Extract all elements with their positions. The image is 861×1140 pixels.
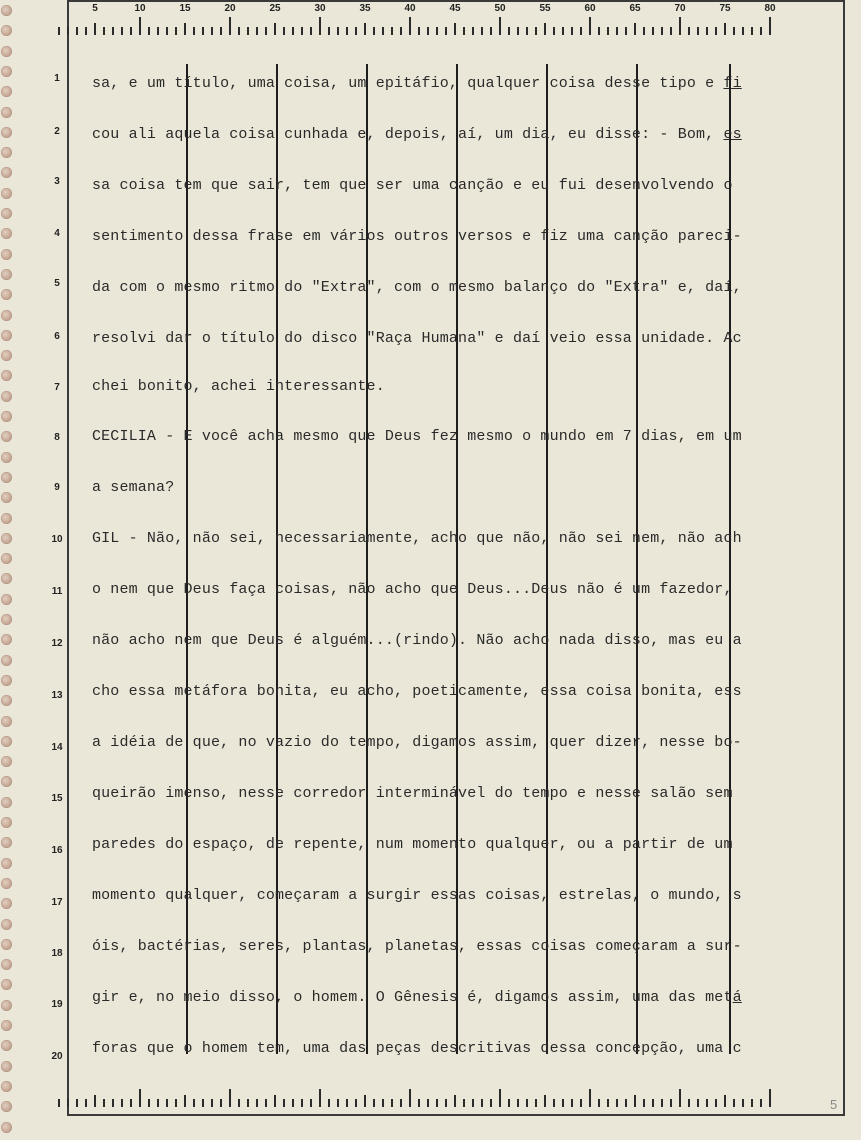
ruler-tick	[733, 27, 735, 35]
ruler-tick	[166, 1099, 168, 1107]
ruler-tick	[463, 27, 465, 35]
ruler-label: 80	[764, 3, 776, 14]
ruler-tick	[481, 27, 483, 35]
ruler-tick	[634, 1095, 636, 1107]
binding-hole	[1, 472, 12, 483]
ruler-tick	[319, 17, 321, 35]
ruler-tick	[328, 27, 330, 35]
binding-hole	[1, 127, 12, 138]
ruler-label: 25	[269, 3, 281, 14]
column-guide-line	[729, 64, 731, 1054]
ruler-tick	[346, 27, 348, 35]
ruler-tick	[202, 27, 204, 35]
ruler-tick	[382, 27, 384, 35]
ruler-tick	[94, 1095, 96, 1107]
binding-hole	[1, 310, 12, 321]
ruler-tick	[283, 1099, 285, 1107]
text-line: sentimento dessa frase em vários outros versos e fiz uma canção pareci-	[92, 228, 742, 245]
ruler-tick	[661, 1099, 663, 1107]
ruler-tick	[526, 1099, 528, 1107]
binding-hole	[1, 330, 12, 341]
ruler-tick	[274, 1095, 276, 1107]
ruler-tick	[607, 1099, 609, 1107]
ruler-tick	[598, 27, 600, 35]
ruler-tick	[139, 1089, 141, 1107]
page-number: 5	[830, 1097, 838, 1112]
line-number: 17	[51, 897, 63, 908]
binding-hole	[1, 431, 12, 442]
ruler-tick	[715, 27, 717, 35]
ruler-tick	[310, 1099, 312, 1107]
ruler-label: 40	[404, 3, 416, 14]
line-number: 18	[51, 948, 63, 959]
ruler-tick	[85, 27, 87, 35]
ruler-tick	[94, 23, 96, 35]
ruler-tick	[76, 1099, 78, 1107]
ruler-tick	[193, 1099, 195, 1107]
ruler-tick	[454, 23, 456, 35]
ruler-tick	[337, 27, 339, 35]
ruler-tick	[76, 27, 78, 35]
ruler-tick	[265, 27, 267, 35]
ruler-tick	[481, 1099, 483, 1107]
binding-hole	[1, 350, 12, 361]
ruler-tick	[193, 27, 195, 35]
binding-hole	[1, 5, 12, 16]
binding-hole	[1, 837, 12, 848]
ruler-label: 30	[314, 3, 326, 14]
ruler-tick	[679, 17, 681, 35]
ruler-tick	[589, 1089, 591, 1107]
ruler-tick	[553, 27, 555, 35]
ruler-tick	[220, 27, 222, 35]
ruler-tick	[724, 1095, 726, 1107]
line-number: 7	[54, 382, 60, 393]
ruler-tick	[580, 1099, 582, 1107]
column-guide-line	[366, 64, 368, 1054]
binding-hole	[1, 756, 12, 767]
ruler-tick	[400, 1099, 402, 1107]
ruler-tick	[418, 27, 420, 35]
ruler-tick	[769, 1089, 771, 1107]
line-number: 15	[51, 793, 63, 804]
binding-hole	[1, 1000, 12, 1011]
ruler-tick	[571, 1099, 573, 1107]
ruler-tick	[184, 23, 186, 35]
ruler-label: 60	[584, 3, 596, 14]
binding-hole	[1, 919, 12, 930]
ruler-label: 70	[674, 3, 686, 14]
ruler-label: 55	[539, 3, 551, 14]
ruler-tick	[562, 27, 564, 35]
ruler-tick	[130, 27, 132, 35]
line-number: 12	[51, 638, 63, 649]
ruler-tick	[643, 27, 645, 35]
ruler-tick	[598, 1099, 600, 1107]
ruler-tick	[625, 1099, 627, 1107]
line-number: 9	[54, 482, 60, 493]
ruler-tick	[652, 27, 654, 35]
ruler-tick	[616, 1099, 618, 1107]
ruler-tick	[184, 1095, 186, 1107]
ruler-tick	[733, 1099, 735, 1107]
ruler-tick	[58, 1099, 60, 1107]
ruler-tick	[247, 1099, 249, 1107]
ruler-tick	[229, 1089, 231, 1107]
ruler-tick	[544, 23, 546, 35]
ruler-tick	[67, 27, 69, 35]
column-guide-line	[186, 64, 188, 1054]
ruler-tick	[238, 27, 240, 35]
ruler-tick	[571, 27, 573, 35]
ruler-tick	[58, 27, 60, 35]
ruler-tick	[706, 27, 708, 35]
line-number: 13	[51, 690, 63, 701]
ruler-tick	[373, 27, 375, 35]
ruler-tick	[427, 1099, 429, 1107]
ruler-tick	[427, 27, 429, 35]
text-line: gir e, no meio disso, o homem. O Gênesis é, digamos assim, uma das metá	[92, 989, 742, 1006]
text-line: cou ali aquela coisa cunhada e, depois, aí, um dia, eu disse: - Bom, es	[92, 126, 742, 143]
binding-hole	[1, 1040, 12, 1051]
ruler-label: 65	[629, 3, 641, 14]
ruler-tick	[652, 1099, 654, 1107]
binding-hole	[1, 228, 12, 239]
ruler-tick	[751, 27, 753, 35]
ruler-tick	[742, 1099, 744, 1107]
ruler-tick	[292, 1099, 294, 1107]
ruler-tick	[472, 1099, 474, 1107]
binding-hole	[1, 1122, 12, 1133]
binding-hole	[1, 797, 12, 808]
text-line: chei bonito, achei interessante.	[92, 378, 385, 395]
text-line: sa, e um título, uma coisa, um epitáfio, qualquer coisa desse tipo e fi	[92, 75, 742, 92]
ruler-tick	[625, 27, 627, 35]
text-line: não acho nem que Deus é alguém...(rindo). Não acho nada disso, mas eu a	[92, 632, 742, 649]
ruler-tick	[562, 1099, 564, 1107]
text-line: paredes do espaço, de repente, num momento qualquer, ou a partir de um	[92, 836, 733, 853]
ruler-tick	[706, 1099, 708, 1107]
ruler-tick	[742, 27, 744, 35]
ruler-tick	[175, 27, 177, 35]
ruler-tick	[283, 27, 285, 35]
ruler-tick	[697, 1099, 699, 1107]
ruler-tick	[256, 1099, 258, 1107]
binding-hole	[1, 634, 12, 645]
ruler-tick	[409, 17, 411, 35]
ruler-tick	[409, 1089, 411, 1107]
ruler-tick	[373, 1099, 375, 1107]
binding-hole	[1, 1061, 12, 1072]
ruler-tick	[418, 1099, 420, 1107]
ruler-tick	[121, 27, 123, 35]
ruler-label: 10	[134, 3, 146, 14]
ruler-tick	[175, 1099, 177, 1107]
ruler-tick	[112, 1099, 114, 1107]
line-number: 4	[54, 228, 60, 239]
ruler-tick	[508, 1099, 510, 1107]
binding-hole	[1, 289, 12, 300]
ruler-tick	[400, 27, 402, 35]
ruler-tick	[148, 27, 150, 35]
text-line: foras que o homem tem, uma das peças descritivas dessa concepção, uma c	[92, 1040, 742, 1057]
line-number: 10	[51, 534, 63, 545]
binding-hole	[1, 675, 12, 686]
binding-hole	[1, 655, 12, 666]
text-line: o nem que Deus faça coisas, não acho que Deus...Deus não é um fazedor,	[92, 581, 733, 598]
ruler-tick	[643, 1099, 645, 1107]
ruler-tick	[112, 27, 114, 35]
line-number: 20	[51, 1051, 63, 1062]
ruler-tick	[229, 17, 231, 35]
text-line: queirão imenso, nesse corredor interminável do tempo e nesse salão sem	[92, 785, 733, 802]
ruler-tick	[760, 1099, 762, 1107]
ruler-tick	[445, 27, 447, 35]
text-line: a idéia de que, no vazio do tempo, digamos assim, quer dizer, nesse bo-	[92, 734, 742, 751]
ruler-label: 5	[92, 3, 98, 14]
ruler-tick	[454, 1095, 456, 1107]
ruler-tick	[535, 27, 537, 35]
binding-hole	[1, 1081, 12, 1092]
ruler-tick	[517, 27, 519, 35]
ruler-tick	[157, 27, 159, 35]
ruler-tick	[382, 1099, 384, 1107]
ruler-tick	[760, 27, 762, 35]
binding-hole	[1, 553, 12, 564]
ruler-label: 35	[359, 3, 371, 14]
binding-hole	[1, 533, 12, 544]
binding-hole	[1, 269, 12, 280]
binding-hole	[1, 776, 12, 787]
ruler-tick	[688, 1099, 690, 1107]
binding-hole	[1, 452, 12, 463]
ruler-tick	[220, 1099, 222, 1107]
ruler-tick	[490, 27, 492, 35]
text-line: cho essa metáfora bonita, eu acho, poeticamente, essa coisa bonita, ess	[92, 683, 742, 700]
line-number: 2	[54, 126, 60, 137]
ruler-label: 50	[494, 3, 506, 14]
ruler-tick	[319, 1089, 321, 1107]
text-line: momento qualquer, começaram a surgir essas coisas, estrelas, o mundo, s	[92, 887, 742, 904]
binding-hole	[1, 939, 12, 950]
ruler-tick	[328, 1099, 330, 1107]
binding-hole	[1, 594, 12, 605]
ruler-label: 20	[224, 3, 236, 14]
ruler-label: 15	[179, 3, 191, 14]
binding-hole	[1, 107, 12, 118]
binding-hole	[1, 249, 12, 260]
ruler-tick	[202, 1099, 204, 1107]
ruler-tick	[346, 1099, 348, 1107]
ruler-tick	[607, 27, 609, 35]
ruler-tick	[337, 1099, 339, 1107]
ruler-label: 75	[719, 3, 731, 14]
ruler-tick	[616, 27, 618, 35]
ruler-tick	[355, 1099, 357, 1107]
text-line: sa coisa tem que sair, tem que ser uma canção e eu fui desenvolvendo o	[92, 177, 733, 194]
ruler-tick	[67, 1099, 69, 1107]
binding-hole	[1, 147, 12, 158]
ruler-tick	[157, 1099, 159, 1107]
ruler-tick	[310, 27, 312, 35]
ruler-tick	[274, 23, 276, 35]
line-number: 3	[54, 176, 60, 187]
binding-hole	[1, 959, 12, 970]
ruler-tick	[391, 27, 393, 35]
binding-hole	[1, 167, 12, 178]
ruler-tick	[211, 27, 213, 35]
ruler-tick	[139, 17, 141, 35]
binding-hole	[1, 46, 12, 57]
ruler-tick	[769, 17, 771, 35]
text-line: da com o mesmo ritmo do "Extra", com o mesmo balanço do "Extra" e, daí,	[92, 279, 742, 296]
text-line: GIL - Não, não sei, necessariamente, acho que não, não sei nem, não ach	[92, 530, 742, 547]
ruler-tick	[472, 27, 474, 35]
ruler-tick	[247, 27, 249, 35]
ruler-tick	[391, 1099, 393, 1107]
binding-hole	[1, 370, 12, 381]
ruler-tick	[508, 27, 510, 35]
ruler-tick	[670, 1099, 672, 1107]
line-number: 6	[54, 331, 60, 342]
ruler-tick	[526, 27, 528, 35]
ruler-tick	[256, 27, 258, 35]
column-guide-line	[636, 64, 638, 1054]
ruler-tick	[679, 1089, 681, 1107]
line-number: 19	[51, 999, 63, 1010]
ruler-tick	[238, 1099, 240, 1107]
binding-hole	[1, 716, 12, 727]
binding-hole	[1, 66, 12, 77]
binding-hole	[1, 1020, 12, 1031]
binding-hole	[1, 513, 12, 524]
binding-hole	[1, 736, 12, 747]
ruler-tick	[355, 27, 357, 35]
ruler-tick	[589, 17, 591, 35]
ruler-tick	[535, 1099, 537, 1107]
binding-hole	[1, 614, 12, 625]
ruler-tick	[85, 1099, 87, 1107]
binding-hole	[1, 898, 12, 909]
column-guide-line	[276, 64, 278, 1054]
binding-hole	[1, 878, 12, 889]
ruler-tick	[751, 1099, 753, 1107]
line-number: 1	[54, 73, 60, 84]
binding-hole	[1, 391, 12, 402]
ruler-tick	[103, 1099, 105, 1107]
binding-hole	[1, 86, 12, 97]
ruler-tick	[715, 1099, 717, 1107]
binding-hole	[1, 492, 12, 503]
ruler-tick	[292, 27, 294, 35]
text-line: a semana?	[92, 479, 175, 496]
line-number: 8	[54, 432, 60, 443]
text-line: óis, bactérias, seres, plantas, planetas, essas coisas começaram a sur-	[92, 938, 742, 955]
binding-hole	[1, 817, 12, 828]
ruler-tick	[553, 1099, 555, 1107]
line-number: 14	[51, 742, 63, 753]
ruler-tick	[364, 1095, 366, 1107]
ruler-tick	[265, 1099, 267, 1107]
binding-hole	[1, 979, 12, 990]
text-line: resolvi dar o título do disco "Raça Humana" e daí veio essa unidade. Ac	[92, 330, 742, 347]
ruler-tick	[130, 1099, 132, 1107]
ruler-tick	[661, 27, 663, 35]
binding-hole	[1, 695, 12, 706]
ruler-tick	[724, 23, 726, 35]
binding-hole	[1, 208, 12, 219]
ruler-tick	[436, 27, 438, 35]
column-guide-line	[456, 64, 458, 1054]
line-number: 16	[51, 845, 63, 856]
binding-hole	[1, 573, 12, 584]
binding-hole	[1, 188, 12, 199]
ruler-tick	[121, 1099, 123, 1107]
ruler-tick	[103, 27, 105, 35]
line-number: 5	[54, 278, 60, 289]
binding-hole	[1, 411, 12, 422]
ruler-tick	[148, 1099, 150, 1107]
ruler-tick	[463, 1099, 465, 1107]
ruler-tick	[517, 1099, 519, 1107]
ruler-label: 45	[449, 3, 461, 14]
binding-hole	[1, 858, 12, 869]
binding-hole	[1, 25, 12, 36]
ruler-tick	[670, 27, 672, 35]
ruler-tick	[364, 23, 366, 35]
ruler-tick	[490, 1099, 492, 1107]
ruler-tick	[499, 17, 501, 35]
ruler-tick	[688, 27, 690, 35]
ruler-tick	[301, 1099, 303, 1107]
column-guide-line	[546, 64, 548, 1054]
ruler-tick	[580, 27, 582, 35]
binding-hole	[1, 1101, 12, 1112]
text-line: CECILIA - E você acha mesmo que Deus fez mesmo o mundo em 7 dias, em um	[92, 428, 742, 445]
ruler-tick	[544, 1095, 546, 1107]
ruler-tick	[445, 1099, 447, 1107]
ruler-tick	[499, 1089, 501, 1107]
line-number: 11	[51, 586, 63, 597]
ruler-tick	[697, 27, 699, 35]
ruler-tick	[211, 1099, 213, 1107]
ruler-tick	[301, 27, 303, 35]
ruler-tick	[436, 1099, 438, 1107]
ruler-tick	[634, 23, 636, 35]
ruler-tick	[166, 27, 168, 35]
